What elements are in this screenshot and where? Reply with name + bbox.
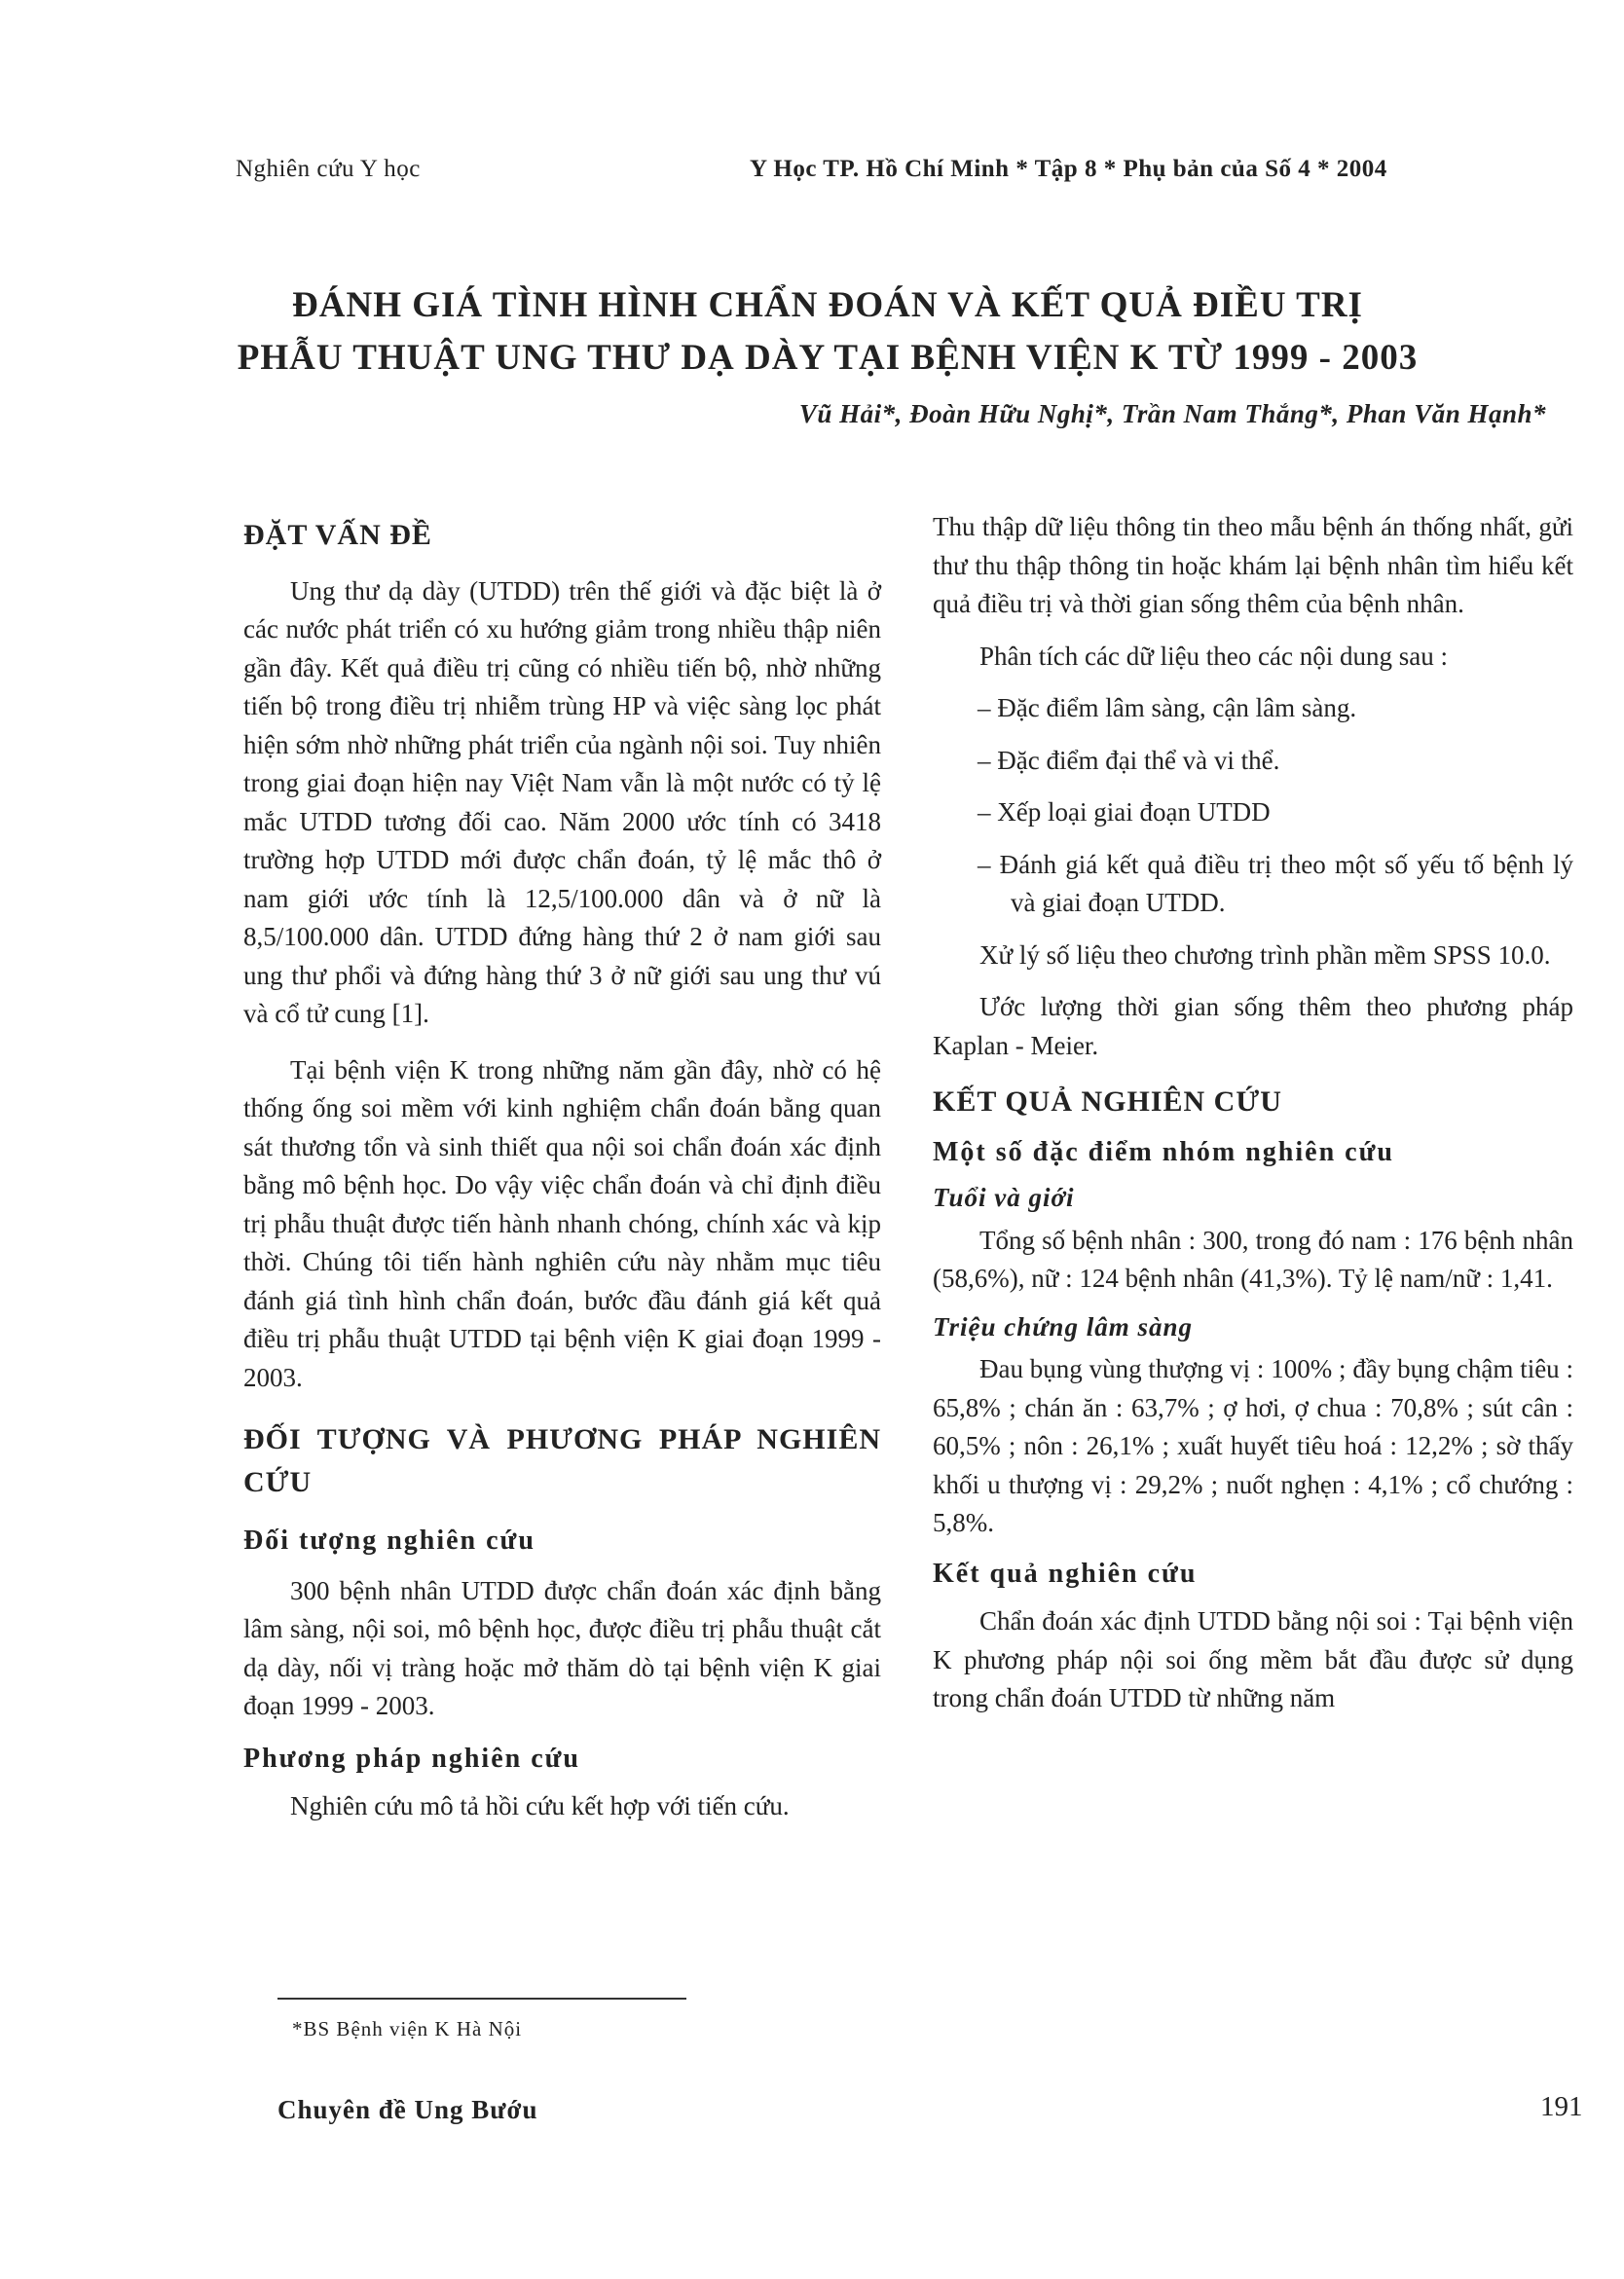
page-number: 191 bbox=[1540, 2091, 1583, 2122]
title-line-2: PHẪU THUẬT UNG THƯ DẠ DÀY TẠI BỆNH VIỆN K TỪ 1999 - 2003 bbox=[237, 338, 1419, 378]
paragraph: 300 bệnh nhân UTDD được chẩn đoán xác định bằng lâm sàng, nội soi, mô bệnh học, được điều trị phẫu thuật cắt dạ dày, nối vị tràng hoặc mở thăm dò tại bệnh viện K giai đoạn 1999 - 2003. bbox=[243, 1575, 881, 1720]
paragraph: Ước lượng thời gian sống thêm theo phương pháp Kaplan - Meier. bbox=[933, 992, 1573, 1060]
paragraph: Chẩn đoán xác định UTDD bằng nội soi : Tại bệnh viện K phương pháp nội soi ống mềm bắt đầu được sử dụng trong chẩn đoán UTDD từ những năm bbox=[933, 1606, 1573, 1712]
section-heading-dat-van-de: ĐẶT VẤN ĐỀ bbox=[243, 519, 432, 551]
right-column bbox=[933, 508, 1573, 1718]
subsection-heading-mot-so: Một số đặc điểm nhóm nghiên cứu bbox=[933, 1136, 1394, 1167]
author-list: Vũ Hải*, Đoàn Hữu Nghị*, Trần Nam Thắng*, Phan Văn Hạnh* bbox=[798, 399, 1546, 428]
list-item: – Đánh giá kết quả điều trị theo một số yếu tố bệnh lý và giai đoạn UTDD. bbox=[978, 849, 1573, 917]
section-heading-doi-tuong: ĐỐI TƯỢNG VÀ PHƯƠNG PHÁP NGHIÊN CỨU bbox=[243, 1423, 881, 1498]
footer-section-name: Chuyên đề Ung Bướu bbox=[277, 2095, 538, 2124]
paragraph: Tại bệnh viện K trong những năm gần đây, nhờ có hệ thống ống soi mềm với kinh nghiệm chẩn đoán bằng quan sát thương tổn và sinh thiết qua nội soi chẩn đoán xác định bằng mô bệnh học. Do vậy việc chẩn đoán và chỉ định điều trị phẫu thuật được tiến hành nhanh chóng, chính xác và kịp thời. Chúng tôi tiến hành nghiên cứu này nhằm mục tiêu đánh giá tình hình chẩn đoán, bước đầu đánh giá kết quả điều trị phẫu thuật UTDD tại bệnh viện K giai đoạn 1999 - 2003. bbox=[243, 1054, 881, 1392]
paragraph: Tổng số bệnh nhân : 300, trong đó nam : 176 bệnh nhân (58,6%), nữ : 124 bệnh nhân (41,3%). Tỷ lệ nam/nữ : 1,41. bbox=[933, 1225, 1573, 1293]
paragraph: Xử lý số liệu theo chương trình phần mềm SPSS 10.0. bbox=[979, 939, 1551, 970]
paragraph: Đau bụng vùng thượng vị : 100% ; đầy bụng chậm tiêu : 65,8% ; chán ăn : 63,7% ; ợ hơi, ợ chua : 70,8% ; sút cân : 60,5% ; nôn : 26,1% ; xuất huyết tiêu hoá : 12,2% ; sờ thấy khối u thượng vị : 29,2% ; nuốt nghẹn : 4,1% ; cổ chướng : 5,8%. bbox=[933, 1354, 1573, 1537]
paragraph: Nghiên cứu mô tả hồi cứu kết hợp với tiến cứu. bbox=[290, 1791, 790, 1820]
subsection-heading-ket-qua-nc: Kết quả nghiên cứu bbox=[933, 1558, 1198, 1589]
subheading-trieu-chung: Triệu chứng lâm sàng bbox=[933, 1311, 1193, 1342]
running-header-left: Nghiên cứu Y học bbox=[236, 156, 421, 182]
list-item: – Đặc điểm lâm sàng, cận lâm sàng. bbox=[978, 693, 1357, 722]
subheading-tuoi-gioi: Tuổi và giới bbox=[933, 1183, 1075, 1212]
running-header-right: Y Học TP. Hồ Chí Minh * Tập 8 * Phụ bản của Số 4 * 2004 bbox=[750, 156, 1387, 182]
paragraph: Thu thập dữ liệu thông tin theo mẫu bệnh án thống nhất, gửi thư thu thập thông tin hoặc khám lại bệnh nhân tìm hiểu kết quả điều trị và thời gian sống thêm của bệnh nhân. bbox=[933, 512, 1573, 618]
paragraph: Phân tích các dữ liệu theo các nội dung sau : bbox=[979, 641, 1448, 671]
subsection-heading-doi-tuong: Đối tượng nghiên cứu bbox=[243, 1525, 535, 1556]
section-heading-ket-qua: KẾT QUẢ NGHIÊN CỨU bbox=[933, 1085, 1282, 1118]
left-column bbox=[243, 516, 881, 1826]
footnote-divider bbox=[277, 1998, 686, 2000]
footnote: *BS Bệnh viện K Hà Nội bbox=[292, 2017, 523, 2040]
title-line-1: ĐÁNH GIÁ TÌNH HÌNH CHẨN ĐOÁN VÀ KẾT QUẢ ĐIỀU TRỊ bbox=[292, 285, 1363, 325]
paragraph: Ung thư dạ dày (UTDD) trên thế giới và đặc biệt là ở các nước phát triển có xu hướng giảm trong nhiều thập niên gần đây. Kết quả điều trị cũng có nhiều tiến bộ, nhờ những tiến bộ trong điều trị nhiễm trùng HP và việc sàng lọc phát hiện sớm nhờ những phát triển của ngành nội soi. Tuy nhiên trong giai đoạn hiện nay Việt Nam vẫn là một nước có tỷ lệ mắc UTDD tương đối cao. Năm 2000 ước tính có 3418 trường hợp UTDD mới được chẩn đoán, tỷ lệ mắc thô ở nam giới ước tính là 12,5/100.000 dân và ở nữ là 8,5/100.000 dân. UTDD đứng hàng thứ 2 ở nam giới sau ung thư phổi và đứng hàng thứ 3 ở nữ giới sau ung thư vú và cổ tử cung [1]. bbox=[243, 575, 881, 1028]
list-item: – Đặc điểm đại thể và vi thể. bbox=[978, 745, 1280, 775]
subsection-heading-phuong-phap: Phương pháp nghiên cứu bbox=[243, 1743, 580, 1774]
list-item: – Xếp loại giai đoạn UTDD bbox=[978, 797, 1271, 827]
article-title bbox=[195, 279, 1460, 385]
